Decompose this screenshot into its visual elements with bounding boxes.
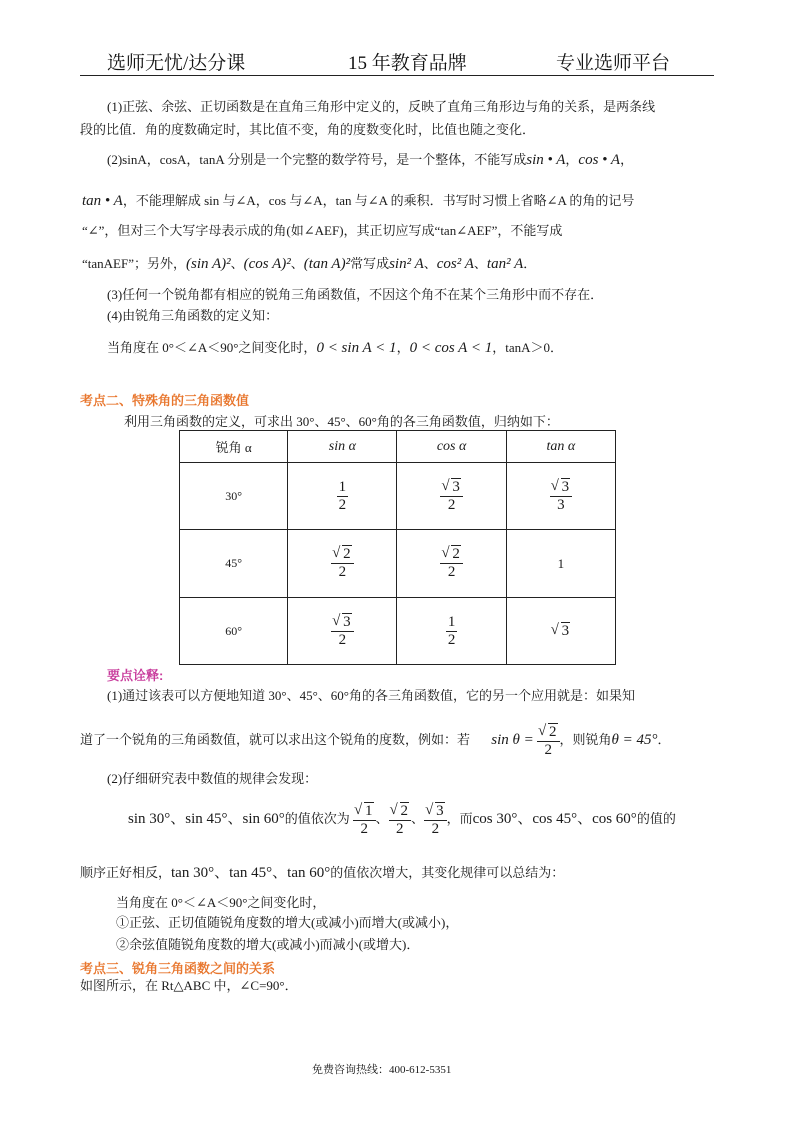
n3-tans: tan 30°、tan 45°、tan 60° xyxy=(171,865,331,881)
header-rule xyxy=(80,75,714,76)
table-row xyxy=(180,530,616,598)
n2-coss: cos 30°、cos 45°、cos 60° xyxy=(472,811,637,827)
p2-sq-sin: (sin A)² xyxy=(185,256,231,272)
n1-line2 xyxy=(80,717,671,763)
section3-line1: 如图所示，在 Rt△ABC 中，∠C=90°． xyxy=(80,978,298,993)
comma: ， xyxy=(396,340,410,355)
period: ． xyxy=(523,256,537,271)
notes-title: 要点诠释: xyxy=(107,668,164,683)
p2-line2 xyxy=(82,192,634,210)
p5-text: 当角度在 0°＜∠A＜90°之间变化时， xyxy=(107,340,317,355)
p2-line4-b: 常写成 xyxy=(350,256,390,271)
p2-tan2: tan² A xyxy=(486,256,524,272)
footer-hotline: 免费咨询热线：400-612-5351 xyxy=(312,1064,452,1076)
cell-angle-60: 60° xyxy=(180,598,288,665)
cell-cos-30 xyxy=(397,463,506,530)
th-sin: sin α xyxy=(288,431,397,463)
trig-table xyxy=(179,430,616,665)
n3-b: 的值依次增大，其变化规律可以总结为： xyxy=(330,865,565,880)
cell-sin-60 xyxy=(288,598,397,665)
n3 xyxy=(80,864,564,882)
section3-title: 考点三、锐角三角函数之间的关系 xyxy=(80,961,276,976)
cell-tan-45: 1 xyxy=(506,530,615,598)
period: ． xyxy=(657,732,671,747)
sqrt-radicand: 3 xyxy=(561,623,570,639)
n2: (2)仔细研究表中数值的规律会发现： xyxy=(107,771,318,786)
sqrt-radicand: 3 xyxy=(343,613,351,630)
cell-cos-45 xyxy=(397,530,506,598)
p2-line3: “∠”，但对三个大写字母表示成的角(如∠AEF)，其正切应写成“tan∠AEF”，不能写成 xyxy=(82,223,563,238)
cell-sin-30 xyxy=(288,463,397,530)
p5 xyxy=(107,339,563,357)
comma: ， xyxy=(620,152,634,167)
th-cos: cos α xyxy=(397,431,506,463)
cell-sin-45 xyxy=(288,530,397,598)
n2-val: 的值的 xyxy=(636,811,676,826)
dun: 、 xyxy=(411,811,425,826)
n2-line xyxy=(128,796,676,842)
section2-title: 考点二、特殊角的三角函数值 xyxy=(80,393,250,408)
p2-sin-a: sin • A xyxy=(526,152,566,168)
p2-line4-a: “tanAEF”；另外， xyxy=(82,256,186,271)
comma: ， xyxy=(492,340,506,355)
n1-theta: θ = 45° xyxy=(611,732,658,748)
p1-line2: 段的比值．角的度数确定时，其比值不变，角的度数变化时，比值也随之变化． xyxy=(80,122,536,137)
sqrt-radicand: 3 xyxy=(436,802,444,819)
sqrt-radicand: 1 xyxy=(365,802,373,819)
frac-den: 2 xyxy=(447,564,456,580)
p2-cos-a: cos • A xyxy=(578,152,621,168)
frac-den: 2 xyxy=(544,741,553,758)
th-angle: 锐角 α xyxy=(180,431,288,463)
sqrt-radicand: 2 xyxy=(549,723,557,740)
p2-line1 xyxy=(107,151,633,169)
header-right: 专业选师平台 xyxy=(556,53,671,74)
cell-tan-30 xyxy=(506,463,615,530)
table-row xyxy=(180,463,616,530)
cell-cos-60 xyxy=(397,598,506,665)
n1-line2-b: ，则锐角 xyxy=(559,732,612,747)
p4: (4)由锐角三角函数的定义知： xyxy=(107,308,279,323)
header-left: 选师无忧/达分课 xyxy=(107,53,246,74)
frac-den: 3 xyxy=(557,496,565,513)
n5: ①正弦、正切值随锐角度数的增大(或减小)而增大(或减小)， xyxy=(116,915,459,930)
th-tan: tan α xyxy=(506,431,615,463)
sqrt-radicand: 2 xyxy=(343,546,351,562)
frac-den: 2 xyxy=(447,631,456,648)
p5-ineq2: 0 < cos A < 1 xyxy=(409,340,493,356)
n1-line2-a: 道了一个锐角的三角函数值，就可以求出这个锐角的度数，例如：若 xyxy=(80,732,471,747)
n1-sin-theta: sin θ = xyxy=(491,732,534,748)
frac-den: 2 xyxy=(396,820,404,837)
cell-angle-30: 30° xyxy=(180,463,288,530)
p2-line2-text: ，不能理解成 sin 与∠A，cos 与∠A，tan 与∠A 的乘积．书写时习惯上省略∠A 的角的记号 xyxy=(122,193,635,208)
p3: (3)任何一个锐角都有相应的锐角三角函数值，不因这个角不在某个三角形中而不存在． xyxy=(107,287,604,302)
p2-sq-cos: (cos A)² xyxy=(243,256,291,272)
dun: 、 xyxy=(290,256,304,271)
table-header-row xyxy=(180,431,616,463)
sqrt-radicand: 2 xyxy=(400,802,409,819)
header-center: 15 年教育品牌 xyxy=(348,53,467,74)
dun: 、 xyxy=(375,811,389,826)
table-row xyxy=(180,598,616,665)
comma: ， xyxy=(565,152,579,167)
p1-line1: (1)正弦、余弦、正切函数是在直角三角形中定义的，反映了直角三角形边与角的关系，是两条线 xyxy=(107,99,656,114)
n2-er: ，而 xyxy=(446,811,473,826)
n2-seq-text: 的值依次为 xyxy=(284,811,350,826)
p5-ineq1: 0 < sin A < 1 xyxy=(316,340,397,356)
sqrt-radicand: 3 xyxy=(452,478,460,495)
frac-den: 2 xyxy=(447,496,456,513)
sqrt-radicand: 3 xyxy=(561,478,570,495)
n1-line1: (1)通过该表可以方便地知道 30°、45°、60°角的各三角函数值，它的另一个应用就是：如果知 xyxy=(107,688,636,703)
n3-a: 顺序正好相反， xyxy=(80,865,172,880)
section2-intro: 利用三角函数的定义，可求出 30°、45°、60°角的各三角函数值，归纳如下： xyxy=(124,414,559,429)
p2-tan-a: tan • A xyxy=(82,193,123,209)
dun: 、 xyxy=(423,256,437,271)
frac-den: 2 xyxy=(431,820,440,837)
cell-angle-45: 45° xyxy=(180,530,288,598)
n4: 当角度在 0°＜∠A＜90°之间变化时， xyxy=(116,895,326,910)
dun: 、 xyxy=(230,256,244,271)
frac-den: 2 xyxy=(338,564,347,580)
frac-num: 1 xyxy=(447,613,456,630)
frac-num: 1 xyxy=(338,478,347,495)
dun: 、 xyxy=(473,256,487,271)
n2-sins: sin 30°、sin 45°、sin 60° xyxy=(128,811,285,827)
p5-tan: tanA＞0． xyxy=(505,340,563,355)
cell-tan-60 xyxy=(506,598,615,665)
p2-line4 xyxy=(82,255,536,273)
frac-den: 2 xyxy=(338,496,347,513)
sqrt-radicand: 2 xyxy=(452,546,460,562)
p2-sin2: sin² A xyxy=(389,256,424,272)
frac-den: 2 xyxy=(338,631,347,648)
p2-cos2: cos² A xyxy=(436,256,474,272)
p2-sq-tan: (tan A)² xyxy=(303,256,351,272)
frac-den: 2 xyxy=(360,820,369,837)
n6: ②余弦值随锐角度数的增大(或减小)而减小(或增大)． xyxy=(116,937,420,952)
p2-line1-text: (2)sinA，cosA，tanA 分别是一个完整的数学符号，是一个整体，不能写成 xyxy=(107,152,527,167)
